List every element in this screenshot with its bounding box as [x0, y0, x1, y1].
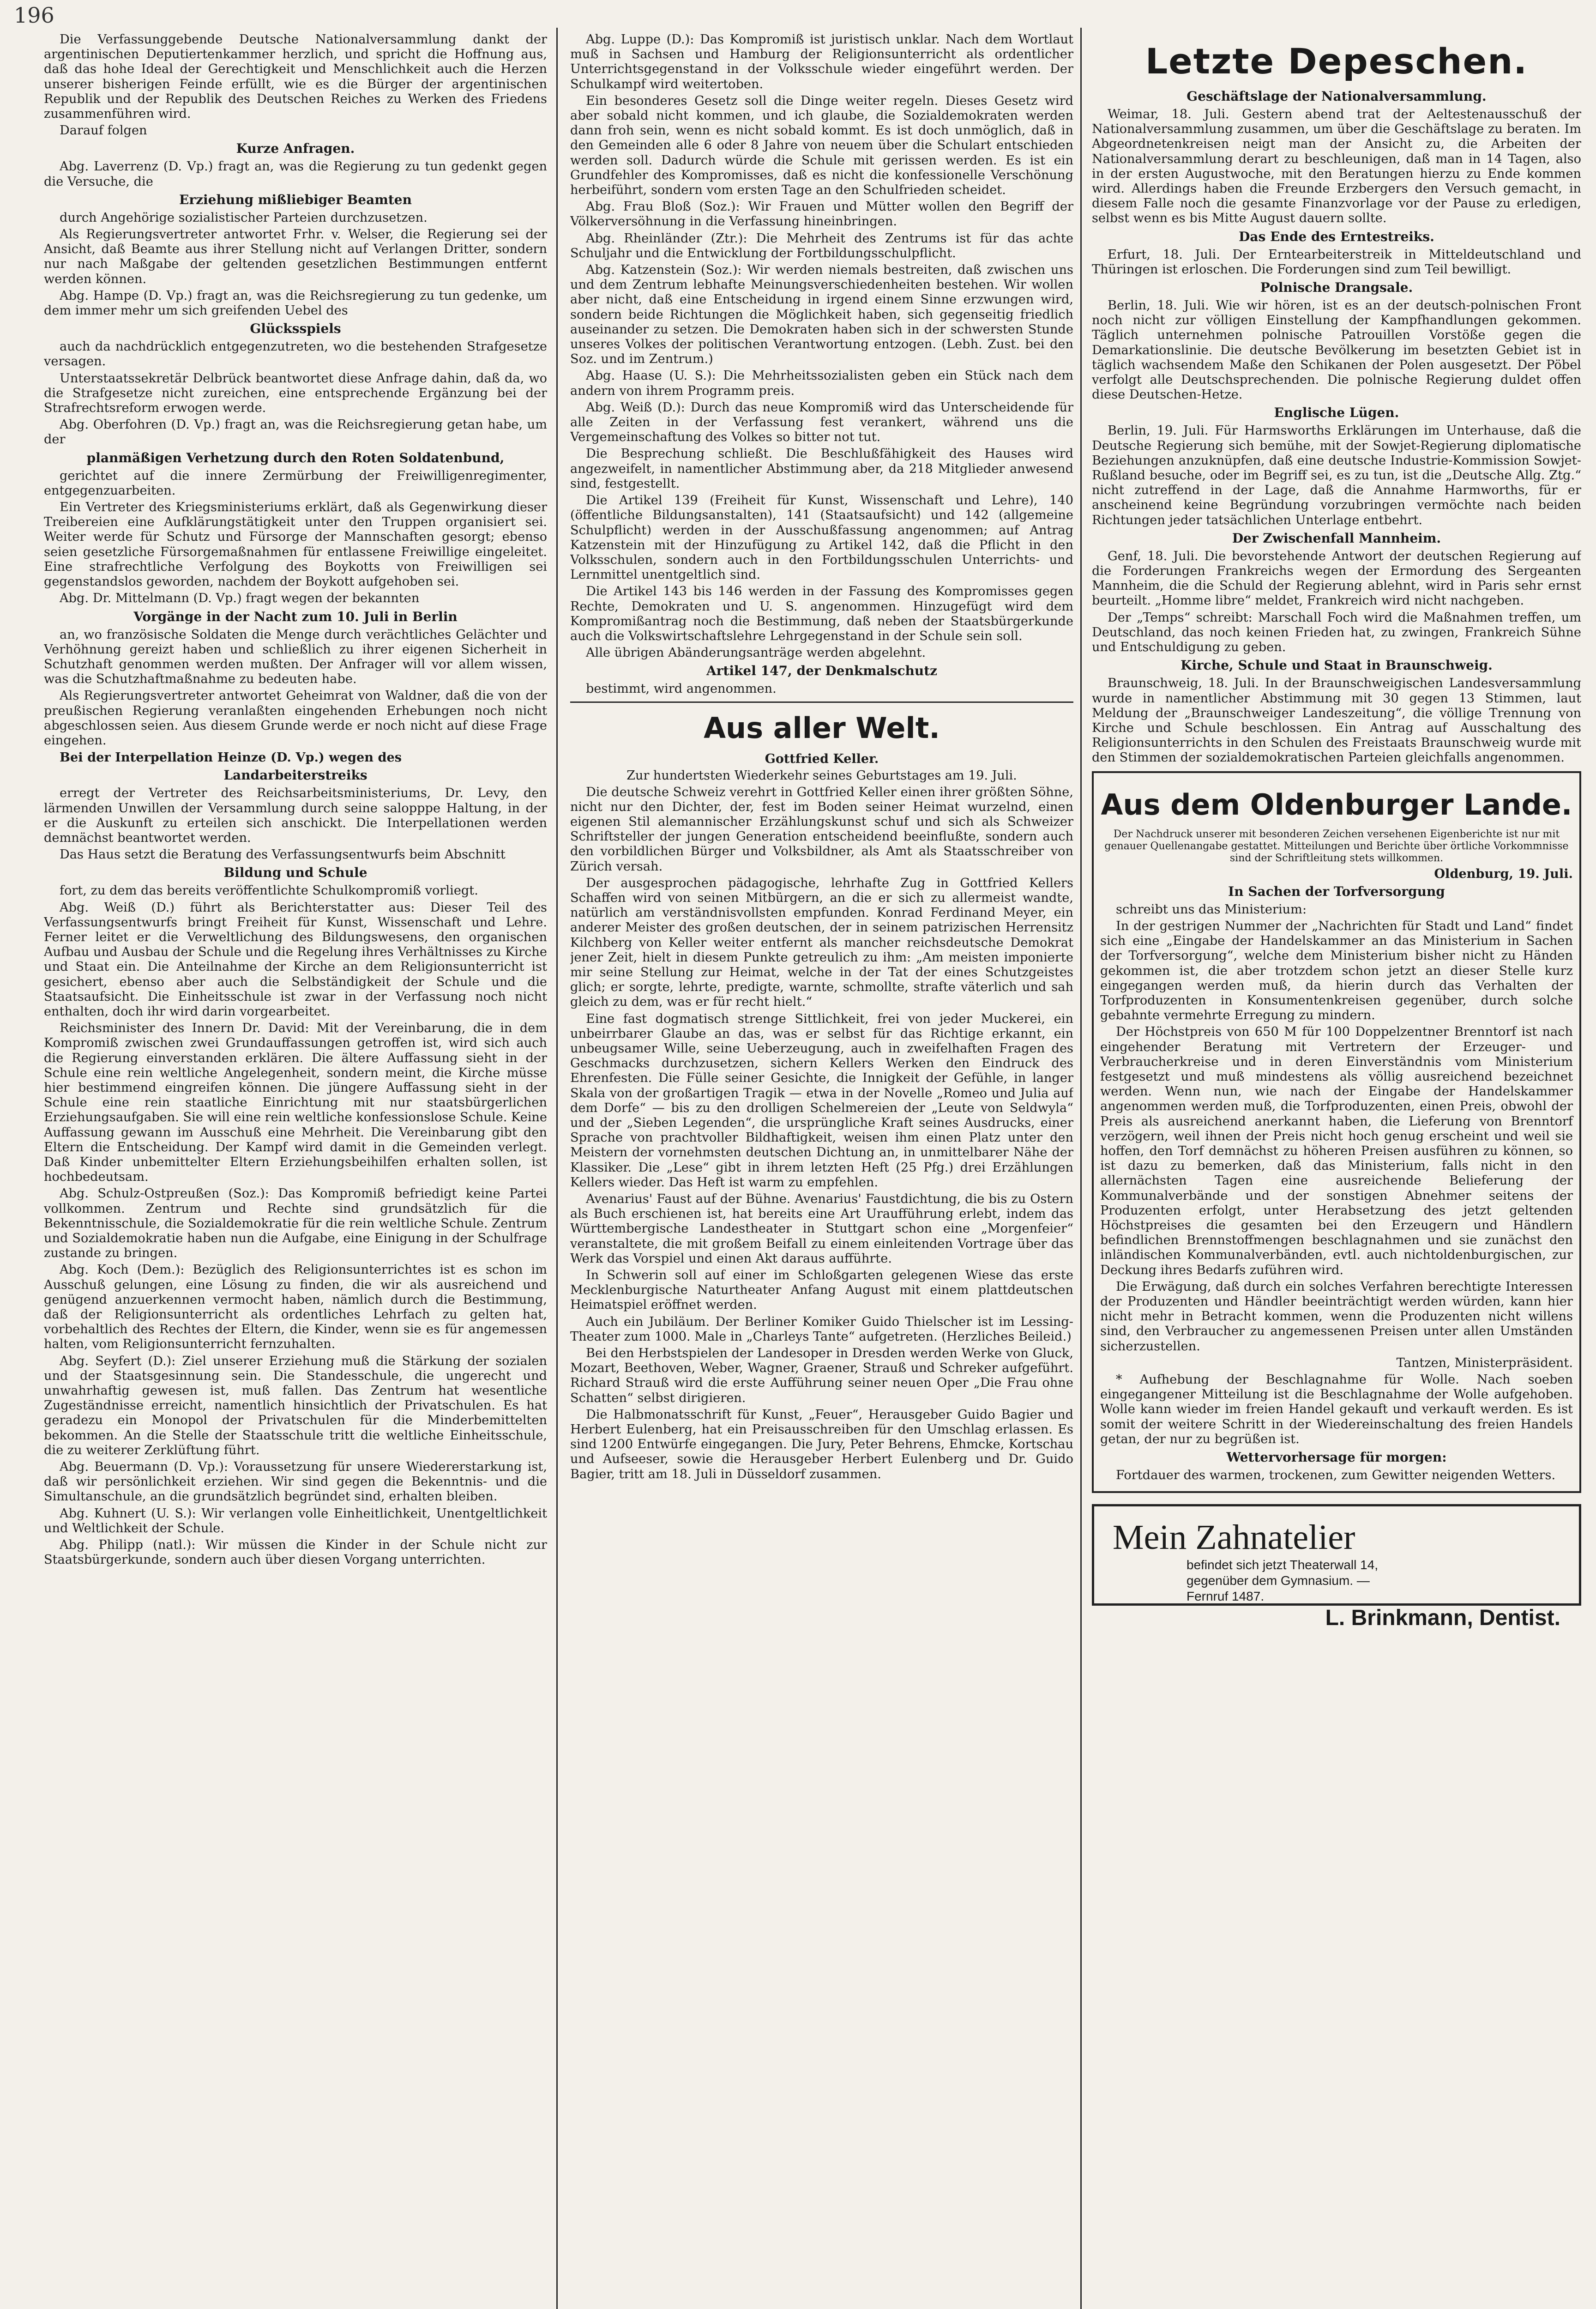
section-heading: Bildung und Schule: [223, 865, 367, 881]
paragraph: Der ausgesprochen pädagogische, lehrhafte Zug in Gottfried Kellers Schaffen wird von seinen Mitbürgern, an die er sich zu allermeist wandte, natürlich am verständnisvollsten empfunden. Konrad Ferdinand Meyer, ein anderer Meister des großen deutschen, der in seinem patrizischen Herrensitz Kilchberg von Keller weiter entfernt als mancher reichsdeutsche Demokrat jener Zeit, hielt in diesem Punkte getreulich zu ihm: „Am meisten imponierte mir seine Stellung zur Heimat, welche in der Tat der eines Schutzgeistes glich; er sorgte, lehrte, predigte, warnte, schmollte, strafte väterlich und sah gleich zu dem, was er für recht hielt.“: [570, 876, 1073, 1009]
paragraph: Abg. Frau Bloß (Soz.): Wir Frauen und Mütter wollen den Begriff der Völkerversöhnung in die Verfassung hineinbringen.: [570, 199, 1073, 229]
paragraph: Abg. Katzenstein (Soz.): Wir werden niemals bestreiten, daß zwischen uns und dem Zentrum lebhafte Meinungsverschiedenheiten bestehen. Wir wollen aber nicht, daß eine Entscheidung in irgend einem Sinne erzwungen wird, sondern beide Richtungen die Möglichkeit haben, sich gegenseitig friedlich auseinander zu setzen. Die Demokraten haben sich in der schwersten Stunde unseres Volkes der politischen Verantwortung entzogen. (Lebh. Zust. bei den Soz. und im Zentrum.): [570, 263, 1073, 367]
paragraph: Abg. Weiß (D.) führt als Berichterstatter aus: Dieser Teil des Verfassungsentwurfs bringt Freiheit für Kunst, Wissenschaft und Lehre. Ferner leitet er die Verweltlichung des Bildungswesens, den organischen Aufbau und Ausbau der Schule und die Regelung ihres Verhältnisses zu Kirche und Staat ein. Die Anteilnahme der Kirche an dem Religionsunterricht ist gesichert, ebenso aber auch die Selbständigkeit der Schule und die Staatsaufsicht. Die Einheitsschule ist zwar in der Verfassung noch nicht enthalten, doch ihr wird darin vorgearbeitet.: [44, 900, 547, 1019]
signature: Tantzen, Ministerpräsident.: [1396, 1355, 1573, 1370]
ad-line: befindet sich jetzt Theaterwall 14,: [1186, 1558, 1379, 1572]
paragraph: Fortdauer des warmen, trockenen, zum Gewitter neigenden Wetters.: [1116, 1468, 1556, 1483]
paragraph: Abg. Weiß (D.): Durch das neue Kompromiß wird das Unterscheidende für alle Zeiten in der Verfassung fest verankert, während uns die Vergemeinschaftung des Volkes so bitter not tut.: [570, 400, 1073, 445]
section-heading: Wettervorhersage für morgen:: [1226, 1450, 1447, 1465]
paragraph: Der „Temps“ schreibt: Marschall Foch wird die Maßnahmen treffen, um Deutschland, das noch keinen Frieden hat, zu zwingen, Frankreich Sühne und Entschuldigung zu geben.: [1092, 610, 1581, 655]
paragraph: Die Halbmonatsschrift für Kunst, „Feuer“, Herausgeber Guido Bagier und Herbert Eulenberg, hat ein Preisausschreiben für den Umschlag erlassen. Es sind 1200 Entwürfe eingegangen. Die Jury, Peter Behrens, Ehmcke, Kortschau und Aufseeser, sowie die Herausgeber Herbert Eulenberg und Dr. Guido Bagier, tritt am 18. Juli in Düsseldorf zusammen.: [570, 1407, 1073, 1481]
paragraph: * Aufhebung der Beschlagnahme für Wolle. Nach soeben eingegangener Mitteilung ist die Beschlagnahme der Wolle aufgehoben. Wolle kann wieder im freien Handel gekauft und verkauft werden. Es ist somit der weitere Schritt in der Wiedereinschaltung des freien Handels getan, der nur zu begrüßen ist.: [1100, 1372, 1573, 1446]
paragraph: Eine fast dogmatisch strenge Sittlichkeit, frei von jeder Muckerei, ein unbeirrbarer Glaube an das, was er selbst für das Richtige erkannt, ein unbeugsamer Wille, seine Ueberzeugung, auch in zweifelhaften Fragen des Geschmacks durchzusetzen, sichern Kellers Werken den Eindruck des Ehrenfesten. Die Fülle seiner Gesichte, die Innigkeit der Gefühle, in langer Skala von der großartigen Tragik — etwa in der Novelle „Romeo und Julia auf dem Dorfe“ — bis zu den drolligen Schelmereien der „Leute von Seldwyla“ und der „Sieben Legenden“, die ursprüngliche Kraft seines Ausdrucks, einer Sprache von prachtvoller Bildhaftigkeit, weisen ihm einen Platz unter den Meistern der vornehmsten deutschen Dichtung an, in unmittelbarer Nähe der Klassiker. Die „Lese“ gibt in ihrem letzten Heft (25 Pfg.) drei Erzählungen Kellers wieder. Das Heft ist warm zu empfehlen.: [570, 1011, 1073, 1190]
oldenburg-section: [1092, 771, 1581, 1493]
paragraph: Die Besprechung schließt. Die Beschlußfähigkeit des Hauses wird angezweifelt, in namentlicher Abstimmung aber, da 218 Mitglieder anwesend sind, festgestellt.: [570, 447, 1073, 491]
section-heading: Der Zwischenfall Mannheim.: [1232, 530, 1441, 546]
paragraph: Abg. Rheinländer (Ztr.): Die Mehrheit des Zentrums ist für das achte Schuljahr und die Entwicklung der Fortbildungsschulpflicht.: [570, 231, 1073, 260]
paragraph: Abg. Beuermann (D. Vp.): Voraussetzung für unsere Wiedererstarkung ist, daß wir persönlichkeit erziehen. Wir sind gegen die Bekenntnis- und die Simultanschule, an die grundsätzlich begründet sind, erhalten bleiben.: [44, 1460, 547, 1504]
column-rule: [1080, 28, 1082, 2309]
paragraph: Abg. Hampe (D. Vp.) fragt an, was die Reichsregierung zu tun gedenke, um dem immer mehr um sich greifenden Uebel des: [44, 288, 547, 318]
paragraph: Das Haus setzt die Beratung des Verfassungsentwurfs beim Abschnitt: [60, 847, 506, 862]
paragraph: Erfurt, 18. Juli. Der Erntearbeiterstreik in Mitteldeutschland und Thüringen ist erloschen. Die Forderungen sind zum Teil bewilligt.: [1092, 247, 1581, 277]
dateline: Oldenburg, 19. Juli.: [1434, 866, 1573, 881]
ad-line: Fernruf 1487.: [1186, 1589, 1265, 1604]
article-title: In Sachen der Torfversorgung: [1228, 883, 1445, 899]
paragraph: Abg. Schulz-Ostpreußen (Soz.): Das Kompromiß befriedigt keine Partei vollkommen. Zentrum und Rechte sind grundsätzlich für die Bekenntnisschule, die Sozialdemokratie für die rein weltliche Schule. Zentrum und Sozialdemokratie haben nun die Aufgabe, eine Einigung in der Schulfrage zustande zu bringen.: [44, 1186, 547, 1261]
paragraph: Die Erwägung, daß durch ein solches Verfahren berechtigte Interessen der Produzenten und Händler beeinträchtigt werden würden, kann hier nicht mehr in Betracht kommen, wenn die Produzenten nicht willens sind, den Verbraucher zu angemessenen Preisen unter allen Umständen sicherzustellen.: [1100, 1279, 1573, 1354]
paragraph: Abg. Oberfohren (D. Vp.) fragt an, was die Reichsregierung getan habe, um der: [44, 417, 547, 447]
paragraph: durch Angehörige sozialistischer Parteien durchzusetzen.: [60, 210, 428, 225]
paragraph: Avenarius' Faust auf der Bühne. Avenarius' Faustdichtung, die bis zu Ostern als Buch erschienen ist, hat bereits eine Art Uraufführung erlebt, indem das Württembergische Landestheater in Stuttgart schon eine „Morgenfeier“ veranstaltete, die mit großem Beifall zu einem einleitenden Vortrage über das Werk das Vorspiel und einen Akt daraus aufführte.: [570, 1192, 1073, 1266]
paragraph: Abg. Seyfert (D.): Ziel unserer Erziehung muß die Stärkung der sozialen und der Staatsgesinnung sein. Die Standesschule, die ungerecht und unwahrhaftig gewesen ist, muß fallen. Das Zentrum hat wesentliche Zugeständnisse erreicht, namentlich hinsichtlich der Privatschulen. Es hat geradezu ein Monopol der Privatschulen für die Minderbemittelten bekommen. An die Stelle der Staatsschule tritt die weltliche Einheitsschule, die zu weiterer Zerklüftung führt.: [44, 1354, 547, 1457]
section-heading: Kirche, Schule und Staat in Braunschweig.: [1180, 658, 1493, 673]
ad-title: Mein Zahnatelier: [1113, 1518, 1355, 1557]
column-2: [570, 32, 1073, 2309]
section-heading: Glücksspiels: [250, 321, 341, 337]
paragraph: Weimar, 18. Juli. Gestern abend trat der Aeltestenausschuß der Nationalversammlung zusammen, um über die Geschäftslage zu beraten. Im Abgeordnetenkreisen neigt man der Ansicht zu, die Arbeiten der Nationalversammlung derart zu beschleunigen, daß man in 14 Tagen, also in der ersten Augustwoche, mit den Beratungen hierzu zu Ende kommen wird. Allerdings haben die Freunde Erzbergers den Versuch gemacht, in diesem Falle noch die gesamte Finanzvorlage vor der Pause zu erledigen, selbst wenn es bis Mitte August dauern sollte.: [1092, 107, 1581, 226]
paragraph: In Schwerin soll auf einer im Schloßgarten gelegenen Wiese das erste Mecklenburgische Naturtheater Anfang August mit einem plattdeutschen Heimatspiel eröffnet werden.: [570, 1268, 1073, 1312]
paragraph: Als Regierungsvertreter antwortet Frhr. v. Welser, die Regierung sei der Ansicht, daß Beamte aus ihrer Stellung nicht auf Verlangen Dritter, sondern nur nach Maßgabe der geltenden gesetzlichen Bestimmungen entfernt werden können.: [44, 227, 547, 286]
paragraph: Genf, 18. Juli. Die bevorstehende Antwort der deutschen Regierung auf die Forderungen Frankreichs wegen der Ermordung des Sergeanten Mannheim, die die Schuld der Regierung ablehnt, wird in Paris sehr ernst beurteilt. „Homme libre“ meldet, Frankreich wird nicht nachgeben.: [1092, 549, 1581, 608]
paragraph: Abg. Haase (U. S.): Die Mehrheitssozialisten geben ein Stück nach dem andern von ihrem Programm preis.: [570, 369, 1073, 398]
section-heading: Landarbeiterstreiks: [223, 768, 367, 783]
paragraph: Ein besonderes Gesetz soll die Dinge weiter regeln. Dieses Gesetz wird aber sobald nicht kommen, und ich glaube, die Sozialdemokraten werden dann froh sein, wenn es nicht sobald kommt. Es ist doch unmöglich, daß in den Gemeinden alle 6 oder 8 Jahre von neuem über die Schulart entschieden werden soll. Dadurch würde die Schule mit gerissen werden. Es ist ein Grundfehler des Kompromisses, daß es nicht die konfessionelle Verschönung herbeiführt, sondern vom ersten Tage an den Schulfrieden scheidet.: [570, 93, 1073, 198]
column-3: [1092, 32, 1581, 2309]
paragraph: schreibt uns das Ministerium:: [1116, 902, 1307, 917]
paragraph: fort, zu dem das bereits veröffentlichte Schulkompromiß vorliegt.: [60, 883, 478, 898]
paragraph: an, wo französische Soldaten die Menge durch verächtliches Gelächter und Verhöhnung gereizt haben und schließlich zu ihrer eigenen Sicherheit in Schutzhaft genommen werden mußten. Der Anfrager will vor allem wissen, was die Schutzhaftmaßnahme zu bedeuten habe.: [44, 627, 547, 687]
paragraph: Ein Vertreter des Kriegsministeriums erklärt, daß als Gegenwirkung dieser Treibereien eine Aufklärungstätigkeit unter den Truppen organisiert sei. Weiter werde für Schutz und Fürsorge der Mannschaften gesorgt; ebenso seien gesetzliche Fürsorgemaßnahmen für entlassene Freiwillige eingeleitet. Eine strafrechtliche Verfolgung des Boykotts von Freiwilligen sei gegenstandslos geworden, nachdem der Boykott aufgehoben sei.: [44, 500, 547, 589]
section-heading: Das Ende des Erntestreiks.: [1239, 229, 1434, 244]
paragraph: Die Verfassunggebende Deutsche Nationalversammlung dankt der argentinischen Deputiertenkammer herzlich, und spricht die Hoffnung aus, daß das hohe Ideal der Gerechtigkeit und Menschlichkeit auch die Herzen unserer bisherigen Feinde erfüllt, wie es die Bürger der argentinischen Republik und der Republik des Deutschen Reiches zu Werken des Friedens zusammenführen wird.: [44, 32, 547, 121]
section-title-oldenburger-lande: Aus dem Oldenburger Lande.: [1101, 787, 1572, 822]
paragraph: In der gestrigen Nummer der „Nachrichten für Stadt und Land“ findet sich eine „Eingabe der Handelskammer an das Ministerium in Sachen der Torfversorgung“, welche dem Ministerium bisher nicht zu Händen gekommen ist, die aber trotzdem schon jetzt an dieser Stelle kurz eingegangen werden muß, da hierin durch das Verhalten der Torfproduzenten in Konsumentenkreisen gegenüber, durch solche gebahnte vermehrte Erregung zu mindern.: [1100, 919, 1573, 1023]
section-title-letzte-depeschen: Letzte Depeschen.: [1145, 41, 1528, 82]
section-heading: Polnische Drangsale.: [1260, 280, 1413, 296]
paragraph: Die deutsche Schweiz verehrt in Gottfried Keller einen ihrer größten Söhne, nicht nur den Dichter, der, fest im Boden seiner Heimat wurzelnd, einen eigenen Stil alemannischer Erzählungskunst schuf und sich als Schweizer Schriftsteller der jungen Generation entscheidend beeinflußte, sondern auch den vorbildlichen Bürger und Volksbildner, als Amt als Staatsschreiber von Zürich versah.: [570, 785, 1073, 874]
paragraph: Reichsminister des Innern Dr. David: Mit der Vereinbarung, die in dem Kompromiß zwischen zwei Grundauffassungen getroffen ist, wird sich auch die Regierung einverstanden erklären. Die ältere Auffassung sieht in der Schule eine rein weltliche Angelegenheit, sondern meint, die Kirche müsse hier bestimmend eingreifen können. Die jüngere Auffassung sieht in der Schule eine rein staatliche Einrichtung mit nur staatsbürgerlichen Erziehungsaufgaben. Sie will eine rein weltliche konfessionslose Schule. Keine Auffassung gewann im Ausschuß eine Mehrheit. Die Vereinbarung gibt den Eltern die Entscheidung. Der Kampf wird damit in die Gemeinden verlegt. Daß Kinder unbemittelter Eltern Erziehungsbeihilfen erhalten sollen, ist hochbedeutsam.: [44, 1021, 547, 1185]
paragraph: Berlin, 18. Juli. Wie wir hören, ist es an der deutsch-polnischen Front noch nicht zur völligen Einstellung der Kampfhandlungen gekommen. Täglich unternehmen polnische Patrouillen Vorstöße gegen die Demarkationslinie. Die deutsche Bevölkerung im besetzten Gebiet ist in täglich wachsendem Maße den Schikanen der Polen ausgesetzt. Der Pöbel verfolgt alle Deutschsprechenden. Die polnische Regierung duldet offen diese Deutschen-Hetze.: [1092, 298, 1581, 402]
paragraph: Bei den Herbstspielen der Landesoper in Dresden werden Werke von Gluck, Mozart, Beethoven, Weber, Wagner, Graener, Strauß und Schreker aufgeführt. Richard Strauß wird die erste Aufführung seiner neuen Oper „Die Frau ohne Schatten“ selbst dirigieren.: [570, 1346, 1073, 1405]
section-heading: planmäßigen Verhetzung durch den Roten Soldatenbund,: [86, 450, 505, 465]
section-heading: Vorgänge in der Nacht zum 10. Juli in Berlin: [133, 609, 458, 624]
paragraph: Bei der Interpellation Heinze (D. Vp.) wegen des: [60, 750, 402, 765]
section-heading: Artikel 147, der Denkmalschutz: [706, 663, 938, 679]
paragraph: Unterstaatssekretär Delbrück beantwortet diese Anfrage dahin, daß da, wo die Strafgesetze nicht zureichen, eine entsprechende Ergänzung bei der Strafrechtsreform erwogen werde.: [44, 371, 547, 416]
page-number: 196: [14, 3, 54, 28]
paragraph: gerichtet auf die innere Zermürbung der Freiwilligenregimenter, entgegenzuarbeiten.: [44, 468, 547, 498]
paragraph: Abg. Dr. Mittelmann (D. Vp.) fragt wegen der bekannten: [60, 591, 420, 606]
dentist-advertisement: [1092, 1504, 1581, 1631]
paragraph: Braunschweig, 18. Juli. In der Braunschweigischen Landesversammlung wurde in namentlicher Abstimmung mit 30 gegen 13 Stimmen, laut Meldung der „Braunschweiger Landeszeitung“, die völlige Trennung von Kirche und Schule beschlossen. Ein Antrag auf Ausschaltung des Religionsunterrichts in den Schulen des Freistaats Braunschweig wurde mit den Stimmen der sozialdemokratischen Parteien gleichfalls angenommen.: [1092, 676, 1581, 765]
paragraph: Alle übrigen Abänderungsanträge werden abgelehnt.: [586, 646, 926, 660]
paragraph: Auch ein Jubiläum. Der Berliner Komiker Guido Thielscher ist im Lessing-Theater zum 1000. Male in „Charleys Tante“ aufgetreten. (Herzliches Beileid.): [570, 1314, 1073, 1344]
paragraph: erregt der Vertreter des Reichsarbeitsministeriums, Dr. Levy, den lärmenden Unwillen der Versammlung durch seine salopppe Haltung, in der er die Auskunft zu erteilen sich anschickt. Die Interpellationen werden demnächst beantwortet werden.: [44, 786, 547, 845]
column-rule: [556, 28, 558, 2309]
section-heading: Kurze Anfragen.: [236, 141, 355, 157]
section-heading: Englische Lügen.: [1274, 405, 1399, 421]
section-heading: Geschäftslage der Nationalversammlung.: [1186, 89, 1487, 104]
paragraph: Die Artikel 139 (Freiheit für Kunst, Wissenschaft und Lehre), 140 (öffentliche Bildungsanstalten), 141 (Staatsaufsicht) und 142 (allgemeine Schulpflicht) werden in der Ausschußfassung angenommen; auf Antrag Katzenstein mit der Hinzufügung zu Artikel 142, daß die Pflicht in den Volksschulen, sondern auch in den Fortbildungsschulen Unterrichts- und Lernmittel unentgeltlich sind.: [570, 493, 1073, 582]
reprint-note: Der Nachdruck unserer mit besonderen Zeichen versehenen Eigenberichte ist nur mit genauer Quellenangabe gestattet. Mitteilungen und Berichte über örtliche Vorkommnisse sind der Schriftleitung stets willkommen.: [1104, 828, 1569, 864]
paragraph: Als Regierungsvertreter antwortet Geheimrat von Waldner, daß die von der preußischen Regierung veranlaßten eingehenden Erhebungen noch nicht abgeschlossen seien. Aus diesem Grunde werde er noch nicht auf diese Frage eingehen.: [44, 689, 547, 748]
section-heading: Erziehung mißliebiger Beamten: [179, 192, 412, 207]
paragraph: auch da nachdrücklich entgegenzutreten, wo die bestehenden Strafgesetze versagen.: [44, 339, 547, 369]
section-title-aus-aller-welt: Aus aller Welt.: [704, 711, 940, 745]
paragraph: Die Artikel 143 bis 146 werden in der Fassung des Kompromisses gegen Rechte, Demokraten und U. S. angenommen. Hinzugefügt wird dem Kompromißantrag noch die Bestimmung, daß neben der Staatsbürgerkunde auch die Volkswirtschaftslehre Lehrgegenstand in der Schule sein soll.: [570, 584, 1073, 643]
paragraph: Abg. Koch (Dem.): Bezüglich des Religionsunterrichtes ist es schon im Ausschuß gelungen, eine Lösung zu finden, die wir als ausreichend und genügend anzuerkennen vermocht haben, nämlich durch die Bestimmung, daß der Religionsunterricht als ordentliches Lehrfach zu gelten hat, vorbehaltlich des Rechtes der Eltern, die Kinder, wenn sie es für angemessen halten, vom Religionsunterricht fernzuhalten.: [44, 1263, 547, 1352]
ad-name: L. Brinkmann, Dentist.: [1325, 1606, 1560, 1631]
horizontal-rule: [570, 701, 1073, 703]
paragraph: Der Höchstpreis von 650 M für 100 Doppelzentner Brenntorf ist nach eingehender Beratung mit Vertretern der Erzeuger- und Verbraucherkreise und in deren Einverständnis vom Ministerium festgesetzt und muß mindestens als völlig ausreichend bezeichnet werden. Wenn nun, wie nach der Eingabe der Handelskammer angenommen werden muß, die Torfproduzenten, einen Preis, obwohl der Preis als ausreichend anerkannt haben, die Lieferung von Brenntorf verzögern, weil ihnen der Preis nicht hoch genug erscheint und weil sie hoffen, den Torf demnächst zu höheren Preisen ausführen zu können, so ist dazu zu bemerken, daß das Ministerium, falls nicht in den allernächsten Tagen eine ausreichende Belieferung der Kommunalverbände und der sonstigen Abnehmer seitens der Produzenten erfolgt, unter Herabsetzung des jetzt geltenden Höchstpreises die gesamten bei den Erzeugern und Händlern befindlichen Brennstoffmengen beschlagnahmen und sie zunächst den inländischen Kommunalverbänden, evtl. auch nichtoldenburgischen, zur Deckung ihres Bedarfs zuführen wird.: [1100, 1025, 1573, 1277]
paragraph: Abg. Laverrenz (D. Vp.) fragt an, was die Regierung zu tun gedenkt gegen die Versuche, die: [44, 159, 547, 189]
paragraph: Berlin, 19. Juli. Für Harmsworths Erklärungen im Unterhause, daß die Deutsche Regierung sich bemühe, mit der Sowjet-Regierung diplomatische Beziehungen anzuknüpfen, daß eine deutsche Industrie-Kommission Sowjet-Rußland besuche, oder im Begriff sei, es zu tun, ist die „Deutsche Allg. Ztg.“ nicht zutreffend in der Lage, daß die Annahme Harmworths, für er anscheinend keine Begründung vorzubringen vermöchte nach beiden Richtungen jeder tatsächlichen Unterlage entbehrt.: [1092, 423, 1581, 527]
paragraph: Abg. Philipp (natl.): Wir müssen die Kinder in der Schule nicht zur Staatsbürgerkunde, sondern auch über diesen Vorgang unterrichten.: [44, 1538, 547, 1567]
column-1: [44, 32, 547, 2309]
article-author: Gottfried Keller.: [765, 751, 879, 766]
paragraph: Abg. Kuhnert (U. S.): Wir verlangen volle Einheitlichkeit, Unentgeltlichkeit und Weltlichkeit der Schule.: [44, 1506, 547, 1535]
paragraph: bestimmt, wird angenommen.: [586, 682, 777, 696]
paragraph: Darauf folgen: [60, 123, 147, 138]
paragraph: Abg. Luppe (D.): Das Kompromiß ist juristisch unklar. Nach dem Wortlaut muß in Sachsen und Hamburg der Religionsunterricht als ordentlicher Unterrichtsgegenstand in der Volksschule wieder eingeführt werden. Der Schulkampf wird weitertoben.: [570, 32, 1073, 91]
article-subheading: Zur hundertsten Wiederkehr seines Geburtstages am 19. Juli.: [626, 768, 1017, 783]
ad-line: gegenüber dem Gymnasium. —: [1186, 1573, 1370, 1588]
